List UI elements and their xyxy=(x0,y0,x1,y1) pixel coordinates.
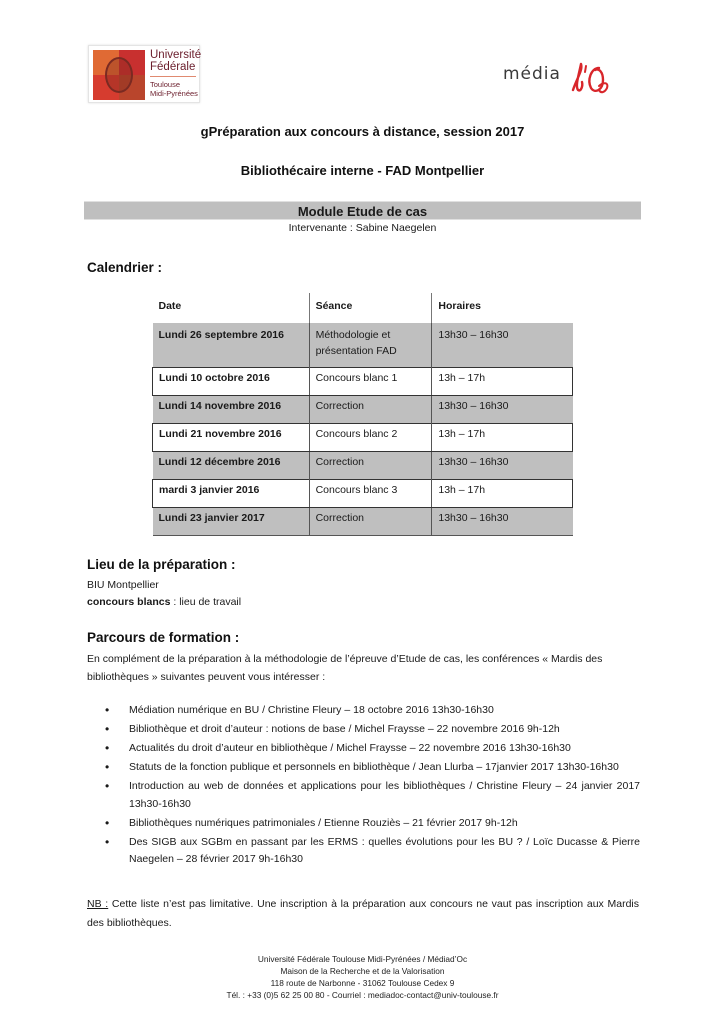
list-item: • Des SIGB aux SGBm en passant par les ERMS : quelles évolutions pour les BU ? / Loïc Ducasse & Pierre Naegelen – 28 février 2017 9h-16h30 xyxy=(105,834,640,869)
logo-divider xyxy=(150,76,196,77)
document-title: gPréparation aux concours à distance, session 2017 xyxy=(200,124,525,139)
doc-script-icon xyxy=(569,60,613,100)
cell-date: Lundi 23 janvier 2017 xyxy=(153,507,310,535)
parcours-intro: En complément de la préparation à la méthodologie de l’épreuve d’Etude de cas, les conférences « Mardis des bibliothèques » suivantes peuvent vous intéresser : xyxy=(87,653,603,683)
footer-address: 118 route de Narbonne - 31062 Toulouse Cedex 9 xyxy=(270,978,455,988)
nb-note xyxy=(87,895,639,933)
table-header-row xyxy=(153,293,573,323)
cell-date: Lundi 12 décembre 2016 xyxy=(153,451,310,479)
table-row xyxy=(153,423,573,451)
table-row xyxy=(153,479,573,507)
table-row xyxy=(153,507,573,535)
cell-seance: Correction xyxy=(309,507,432,535)
footer-contact: Tél. : +33 (0)5 62 25 00 80 - Courriel : mediadoc-contact@univ-toulouse.fr xyxy=(226,990,499,1000)
logo-line-midi-pyrenees: Midi-Pyrénées xyxy=(150,89,198,98)
conference-list xyxy=(105,702,640,870)
nb-label: NB : xyxy=(87,898,109,910)
column-header-horaires: Horaires xyxy=(432,293,573,323)
cell-seance: Correction xyxy=(309,451,432,479)
list-item: • Bibliothèques numériques patrimoniales / Etienne Rouziès – 21 février 2017 9h-12h xyxy=(105,815,640,833)
mediadoc-logo xyxy=(503,60,613,100)
module-title-bar: Module Etude de cas xyxy=(84,201,641,220)
list-item: • Actualités du droit d’auteur en bibliothèque / Michel Fraysse – 22 novembre 2016 13h30-16h30 xyxy=(105,740,640,758)
list-item: • Bibliothèque et droit d’auteur : notions de base / Michel Fraysse – 22 novembre 2016 9h-12h xyxy=(105,721,640,739)
calendar-table xyxy=(152,293,573,536)
cell-seance: Correction xyxy=(309,395,432,423)
nb-text: Cette liste n’est pas limitative. Une inscription à la préparation aux concours ne vaut pas inscription aux Mardis des bibliothèques. xyxy=(87,898,639,929)
table-row xyxy=(153,451,573,479)
lieu-location: BIU Montpellier xyxy=(87,579,159,591)
table-row xyxy=(153,395,573,423)
cell-horaires: 13h – 17h xyxy=(432,423,573,451)
cell-date: mardi 3 janvier 2016 xyxy=(153,479,310,507)
lieu-heading: Lieu de la préparation : xyxy=(87,557,236,572)
university-emblem-icon xyxy=(93,50,145,100)
cell-horaires: 13h – 17h xyxy=(432,479,573,507)
cell-date: Lundi 21 novembre 2016 xyxy=(153,423,310,451)
footer-building: Maison de la Recherche et de la Valorisation xyxy=(280,966,445,976)
logo-line-universite: Université xyxy=(150,49,202,61)
logo-line-federale: Fédérale xyxy=(150,61,196,73)
page-footer xyxy=(0,953,725,1001)
parcours-heading: Parcours de formation : xyxy=(87,630,240,645)
cell-seance: Concours blanc 1 xyxy=(309,367,432,395)
cell-date: Lundi 10 octobre 2016 xyxy=(153,367,310,395)
column-header-seance: Séance xyxy=(309,293,432,323)
cell-date: Lundi 26 septembre 2016 xyxy=(153,323,310,367)
logo-line-toulouse: Toulouse xyxy=(150,80,181,89)
table-row xyxy=(153,367,573,395)
lieu-concours-value: : lieu de travail xyxy=(170,596,242,608)
cell-horaires: 13h – 17h xyxy=(432,367,573,395)
cell-horaires: 13h30 – 16h30 xyxy=(432,395,573,423)
universite-federale-logo xyxy=(88,45,200,103)
lieu-body xyxy=(87,577,241,611)
footer-org: Université Fédérale Toulouse Midi-Pyrénées / Médiad’Oc xyxy=(257,954,468,964)
cell-seance: Méthodologie et présentation FAD xyxy=(309,323,432,367)
lieu-concours-line xyxy=(87,594,241,611)
cell-seance: Concours blanc 3 xyxy=(309,479,432,507)
intervenante-line: Intervenante : Sabine Naegelen xyxy=(288,222,437,234)
list-item: • Introduction au web de données et applications pour les bibliothèques / Christine Fleury – 24 janvier 2017 13h30-16h30 xyxy=(105,778,640,813)
list-item: • Médiation numérique en BU / Christine Fleury – 18 octobre 2016 13h30-16h30 xyxy=(105,702,640,720)
calendar-heading: Calendrier : xyxy=(87,260,163,275)
document-subtitle: Bibliothécaire interne - FAD Montpellier xyxy=(240,163,485,178)
lieu-concours-label: concours blancs xyxy=(87,596,171,608)
cell-seance: Concours blanc 2 xyxy=(309,423,432,451)
column-header-date: Date xyxy=(158,300,182,312)
cell-horaires: 13h30 – 16h30 xyxy=(432,451,573,479)
list-item: • Statuts de la fonction publique et personnels en bibliothèque / Jean Llurba – 17janvier 2017 13h30-16h30 xyxy=(105,759,640,777)
mediadoc-logo-text: média xyxy=(503,64,561,84)
cell-horaires: 13h30 – 16h30 xyxy=(432,507,573,535)
table-row xyxy=(153,323,573,367)
cell-date: Lundi 14 novembre 2016 xyxy=(153,395,310,423)
cell-horaires: 13h30 – 16h30 xyxy=(432,323,573,367)
